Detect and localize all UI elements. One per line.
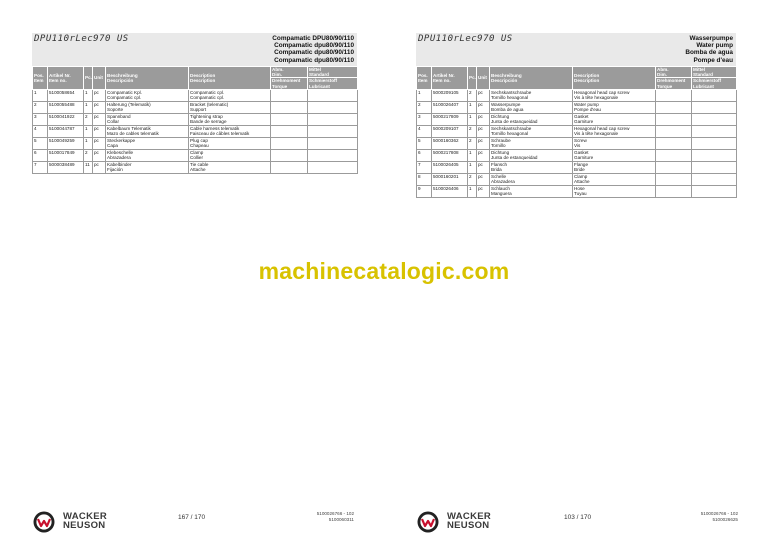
beschreibung-cell: Halterung (Telematik) Soporte [106,101,189,113]
pc-cell: 2 [468,125,477,137]
col-description: Description Description [573,67,656,90]
item-no-cell: 5100041922 [48,113,84,125]
table-row [33,161,358,173]
section-title-en: Water pump [696,42,733,50]
standard-cell [308,137,358,149]
right-model-code: DPU110rLec970 US [418,34,513,44]
description-cell: Water pump Pompe d'eau [573,101,656,113]
dim-cell [271,161,308,173]
left-model-code: DPU110rLec970 US [34,34,129,44]
dim-cell [656,149,692,161]
table-row [33,125,358,137]
table-row [417,101,737,113]
unit-cell: pc [93,113,106,125]
unit-cell: pc [477,137,490,149]
pos-cell: 1 [33,89,48,101]
pos-cell: 3 [33,113,48,125]
right-parts-table [416,66,737,198]
col-beschreibung: Beschreibung Descripción [490,67,573,90]
col-lubricant: Schmierstoff Lubricant [308,78,358,89]
description-cell: Hose Tuyau [573,185,656,197]
pos-cell: 9 [417,185,432,197]
description-cell: Screw Vis [573,137,656,149]
pos-cell: 1 [417,89,432,101]
col-item-no: Artikel Nr. Item no. [432,67,468,90]
dim-cell [656,113,692,125]
left-section-titles [272,35,354,64]
right-document-number: 5100026766 - 102 5100026625 [700,511,738,522]
beschreibung-cell: Kabelbaum Telematik Mazo de cables telematik [106,125,189,137]
dim-cell [656,185,692,197]
description-cell: Flange Bride [573,161,656,173]
beschreibung-cell: Schraube Tornillo [490,137,573,149]
standard-cell [692,149,737,161]
beschreibung-cell: Sechskantschraube Tornillo hexagonal [490,89,573,101]
standard-cell [692,101,737,113]
standard-cell [308,113,358,125]
left-document-number: 5100026766 - 102 5100060311 [316,511,354,522]
pos-cell: 5 [33,137,48,149]
standard-cell [692,161,737,173]
dim-cell [271,137,308,149]
description-cell: Tightening strap Bande de serrage [189,113,271,125]
left-parts-table-block [32,33,357,174]
col-standard: Mittel Standard [692,67,737,78]
pc-cell: 1 [468,113,477,125]
beschreibung-cell: Spannband Collar [106,113,189,125]
left-table-body [33,89,358,173]
col-lubricant: Schmierstoff Lubricant [692,78,737,89]
standard-cell [308,101,358,113]
pos-cell: 6 [33,149,48,161]
unit-cell: pc [477,149,490,161]
col-unit: Unit [477,67,490,90]
pc-cell: 2 [84,113,93,125]
left-page-number: 167 / 170 [178,514,206,521]
beschreibung-cell: Dichtung Junta de estanqueidad [490,149,573,161]
pc-cell: 2 [84,149,93,161]
standard-cell [692,137,737,149]
description-cell: Cable harness telematik Faisceau de câbles telematik [189,125,271,137]
description-cell: Clamp Collier [189,149,271,161]
section-title-fr: Pompe d'eau [693,56,733,64]
col-dim: Abm. Dim. [656,67,692,78]
wacker-neuson-logo-icon [417,511,439,533]
pc-cell: 1 [468,185,477,197]
item-no-cell: 5000160362 [432,137,468,149]
left-parts-table [32,66,358,174]
unit-cell: pc [93,89,106,101]
beschreibung-cell: Dichtung Junta de estanqueidad [490,113,573,125]
pos-cell: 3 [417,113,432,125]
description-cell: Hexagonal head cap screw Vis à tête hexagonale [573,125,656,137]
pos-cell: 5 [417,137,432,149]
section-title-fr: Compamatic dpu80/90/110 [274,56,354,64]
item-no-cell: 5100026407 [432,101,468,113]
dim-cell [656,89,692,101]
pc-cell: 1 [84,101,93,113]
description-cell: Plug cap Chapeau [189,137,271,149]
standard-cell [692,173,737,185]
dim-cell [271,149,308,161]
description-cell: Gasket Garniture [573,113,656,125]
unit-cell: pc [93,149,106,161]
watermark-text: machinecatalogic.com [258,258,510,284]
unit-cell: pc [93,101,106,113]
col-item-no: Artikel Nr. Item no. [48,67,84,90]
brand-name: WACKER NEUSON [447,511,492,531]
dim-cell [271,101,308,113]
standard-cell [692,125,737,137]
unit-cell: pc [93,137,106,149]
section-title-de: Compamatic DPU80/90/110 [272,35,354,42]
pc-cell: 1 [84,125,93,137]
beschreibung-cell: Wasserpumpe Bomba de agua [490,101,573,113]
dim-cell [656,137,692,149]
table-row [417,173,737,185]
description-cell: Clamp Attache [573,173,656,185]
item-no-cell: 5000217808 [432,149,468,161]
unit-cell: pc [477,89,490,101]
dim-cell [271,125,308,137]
table-row [33,113,358,125]
beschreibung-cell: Sechskantschraube Tornillo hexagonal [490,125,573,137]
col-pc: Pc. [84,67,93,90]
table-row [33,137,358,149]
unit-cell: pc [477,101,490,113]
wacker-neuson-logo-icon [33,511,55,533]
standard-cell [692,89,737,101]
beschreibung-cell: Compamatic Kpl. Compamatic cpl. [106,89,189,101]
table-row [417,185,737,197]
col-pc: Pc. [468,67,477,90]
pos-cell: 7 [33,161,48,173]
table-row [417,149,737,161]
dim-cell [656,101,692,113]
standard-cell [692,185,737,197]
col-description: Description Description [189,67,271,90]
right-section-titles [685,35,733,64]
pc-cell: 2 [468,89,477,101]
item-no-cell: 5100026406 [432,185,468,197]
description-cell: Hexagonal head cap screw Vis à tête hexagonale [573,89,656,101]
table-row [417,89,737,101]
table-row [33,89,358,101]
standard-cell [308,89,358,101]
right-footer [384,503,768,543]
unit-cell: pc [93,125,106,137]
description-cell: Compamatic cpl. Compamatic cpl. [189,89,271,101]
table-row [417,161,737,173]
right-title-bar [416,33,736,66]
description-cell: Bracket (telematic) Support [189,101,271,113]
dim-cell [271,113,308,125]
item-no-cell: 5000217809 [432,113,468,125]
pos-cell: 6 [417,149,432,161]
beschreibung-cell: Kabelbinder Fijación [106,161,189,173]
beschreibung-cell: Steckerkappe Capa [106,137,189,149]
pc-cell: 1 [84,137,93,149]
dim-cell [656,125,692,137]
pc-cell: 1 [468,149,477,161]
pos-cell: 7 [417,161,432,173]
item-no-cell: 5100026405 [432,161,468,173]
left-footer [0,503,384,543]
col-beschreibung: Beschreibung Descripción [106,67,189,90]
beschreibung-cell: Schlauch Manguera [490,185,573,197]
standard-cell [308,125,358,137]
item-no-cell: 5000209107 [432,125,468,137]
pc-cell: 1 [84,89,93,101]
standard-cell [308,161,358,173]
right-parts-table-block [416,33,736,198]
pos-cell: 4 [33,125,48,137]
dim-cell [656,161,692,173]
unit-cell: pc [477,161,490,173]
col-torque: Drehmoment Torque [656,78,692,89]
section-title-de: Wasserpumpe [689,35,733,42]
pos-cell: 2 [417,101,432,113]
item-no-cell: 5100017849 [48,149,84,161]
col-torque: Drehmoment Torque [271,78,308,89]
pc-cell: 1 [468,161,477,173]
standard-cell [692,113,737,125]
brand-name: WACKER NEUSON [63,511,108,531]
pc-cell: 1 [468,101,477,113]
pos-cell: 8 [417,173,432,185]
table-row [417,125,737,137]
table-row [417,137,737,149]
item-no-cell: 5100044787 [48,125,84,137]
pc-cell: 2 [468,137,477,149]
table-row [33,149,358,161]
section-title-es: Bomba de agua [685,49,733,57]
col-pos: Pos. Item [33,67,48,90]
unit-cell: pc [477,113,490,125]
standard-cell [308,149,358,161]
dim-cell [656,173,692,185]
item-no-cell: 5000038489 [48,161,84,173]
pc-cell: 2 [468,173,477,185]
pc-cell: 11 [84,161,93,173]
right-page-number: 103 / 170 [564,514,592,521]
section-title-en: Compamatic dpu80/90/110 [274,42,354,50]
description-cell: Tie cable Attache [189,161,271,173]
section-title-es: Compamatic dpu80/90/110 [274,49,354,57]
col-unit: Unit [93,67,106,90]
item-no-cell: 5000209105 [432,89,468,101]
beschreibung-cell: Klebeschelle Abrazadera [106,149,189,161]
item-no-cell: 5100055488 [48,101,84,113]
unit-cell: pc [477,125,490,137]
col-standard: Mittel Standard [308,67,358,78]
table-row [417,113,737,125]
description-cell: Gasket Garniture [573,149,656,161]
right-table-body [417,89,737,197]
beschreibung-cell: Schelle Abrazadera [490,173,573,185]
unit-cell: pc [93,161,106,173]
pos-cell: 2 [33,101,48,113]
left-title-bar [32,33,357,66]
col-dim: Abm. Dim. [271,67,308,78]
unit-cell: pc [477,173,490,185]
item-no-cell: 5000160201 [432,173,468,185]
unit-cell: pc [477,185,490,197]
pos-cell: 4 [417,125,432,137]
table-row [33,101,358,113]
item-no-cell: 5100049259 [48,137,84,149]
dim-cell [271,89,308,101]
item-no-cell: 5100058654 [48,89,84,101]
col-pos: Pos. Item [417,67,432,90]
beschreibung-cell: Flansch Brida [490,161,573,173]
